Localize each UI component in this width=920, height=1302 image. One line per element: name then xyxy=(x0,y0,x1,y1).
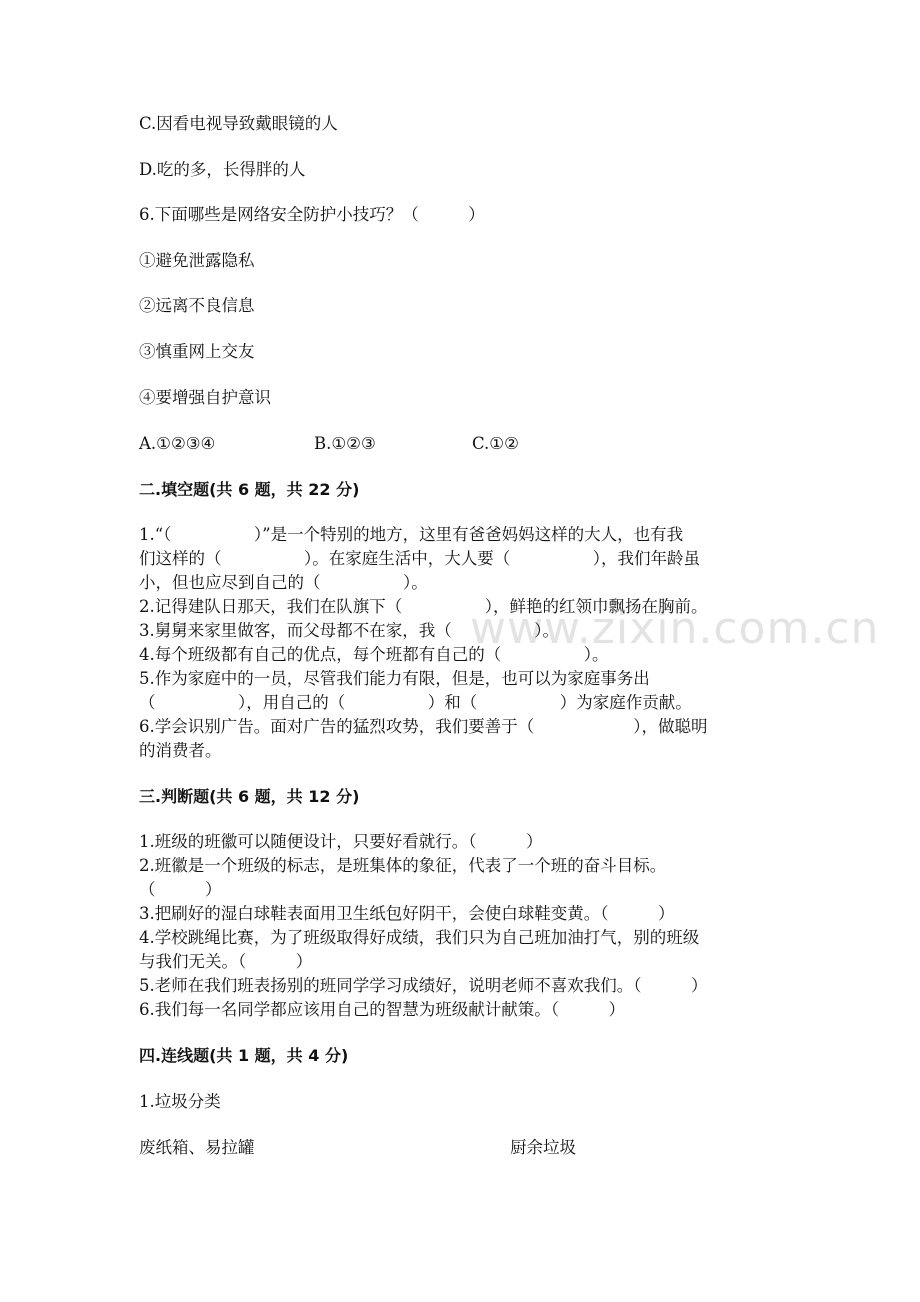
fill-line: 5.作为家庭中的一员，尽管我们能力有限，但是，也可以为家庭事务出 xyxy=(139,669,650,688)
section-2-title: 二.填空题(共 6 题，共 22 分) xyxy=(139,480,360,499)
q6-item-4: ④要增强自护意识 xyxy=(139,388,271,407)
judge-line: 2.班徽是一个班级的标志，是班集体的象征，代表了一个班的奋斗目标。 xyxy=(139,856,667,875)
fill-line: 1.“（ ）”是一个特别的地方，这里有爸爸妈妈这样的大人，也有我 xyxy=(139,525,684,544)
match-question: 1.垃圾分类 xyxy=(139,1092,221,1111)
q6-option-b: B.①②③ xyxy=(314,434,376,453)
judge-line: 6.我们每一名同学都应该用自己的智慧为班级献计献策。（ ） xyxy=(139,1000,625,1019)
fill-line: 3.舅舅来家里做客，而父母都不在家，我（ ）。 xyxy=(139,621,559,640)
option-c: C.因看电视导致戴眼镜的人 xyxy=(139,114,338,133)
fill-line: 6.学会识别广告。面对广告的猛烈攻势，我们要善于（ ），做聪明 xyxy=(139,717,708,736)
fill-line: 4.每个班级都有自己的优点，每个班都有自己的（ ）。 xyxy=(139,645,609,664)
fill-line: 的消费者。 xyxy=(139,741,222,760)
q6-option-c: C.①② xyxy=(472,434,519,453)
match-right-item: 厨余垃圾 xyxy=(510,1138,576,1157)
match-left-item: 废纸箱、易拉罐 xyxy=(139,1138,255,1157)
fill-line: 2.记得建队日那天，我们在队旗下（ ），鲜艳的红领巾飘扬在胸前。 xyxy=(139,597,708,616)
judge-line: 5.老师在我们班表扬别的班同学学习成绩好，说明老师不喜欢我们。（ ） xyxy=(139,976,708,995)
judge-line: 1.班级的班徽可以随便设计，只要好看就行。（ ） xyxy=(139,832,543,851)
section-4-title: 四.连线题(共 1 题，共 4 分) xyxy=(139,1046,349,1065)
judge-line: 4.学校跳绳比赛，为了班级取得好成绩，我们只为自己班加油打气，别的班级 xyxy=(139,928,700,947)
fill-line: （ ），用自己的（ ）和（ ）为家庭作贡献。 xyxy=(139,693,692,712)
q6-option-a: A.①②③④ xyxy=(139,434,216,453)
section-3-title: 三.判断题(共 6 题，共 12 分) xyxy=(139,787,360,806)
q6-item-2: ②远离不良信息 xyxy=(139,296,255,315)
judge-line: （ ） xyxy=(139,880,222,899)
fill-line: 们这样的（ ）。在家庭生活中，大人要（ ），我们年龄虽 xyxy=(139,549,700,568)
judge-line: 3.把刷好的湿白球鞋表面用卫生纸包好阴干，会使白球鞋变黄。（ ） xyxy=(139,904,675,923)
fill-line: 小，但也应尽到自己的（ ）。 xyxy=(139,573,428,592)
judge-line: 与我们无关。（ ） xyxy=(139,952,313,971)
watermark: www.zixin.com.cn xyxy=(470,603,880,654)
option-d: D.吃的多，长得胖的人 xyxy=(139,160,306,179)
question-6: 6.下面哪些是网络安全防护小技巧？（ ） xyxy=(139,205,485,224)
q6-item-1: ①避免泄露隐私 xyxy=(139,251,255,270)
q6-item-3: ③慎重网上交友 xyxy=(139,342,255,361)
